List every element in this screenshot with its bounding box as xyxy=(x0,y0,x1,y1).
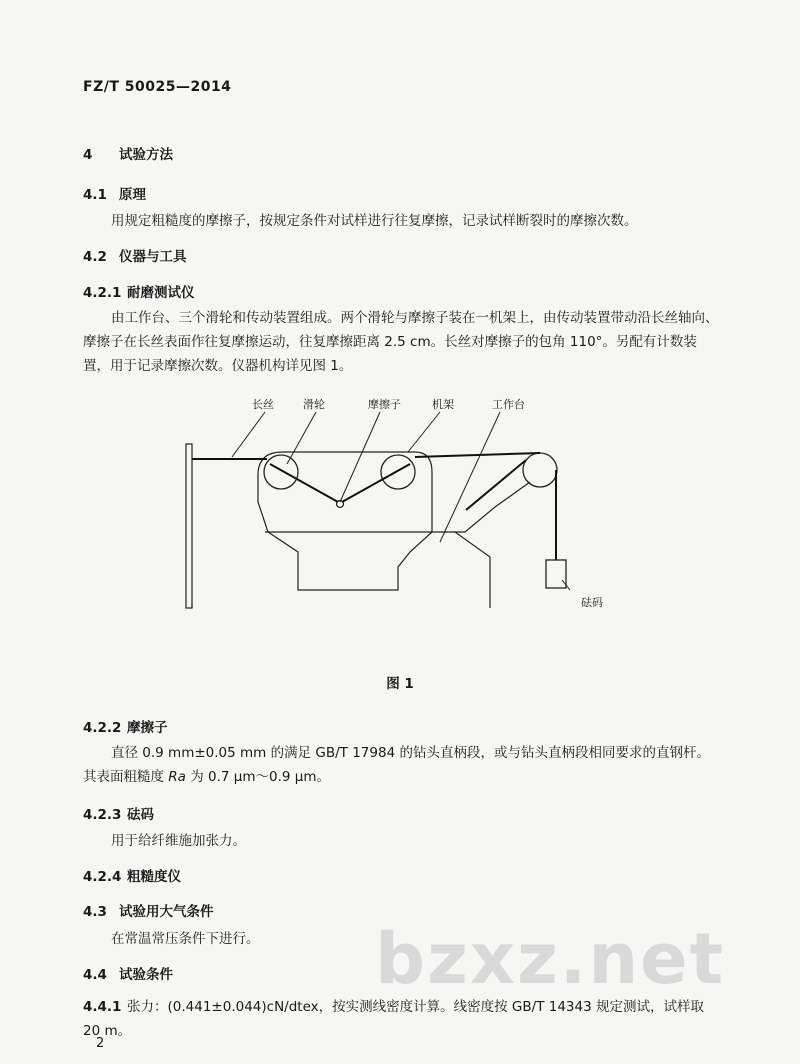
section-title: 试验用大气条件 xyxy=(119,904,214,920)
section-4-2-1-heading xyxy=(83,281,195,301)
section-number: 4.4 xyxy=(83,967,107,983)
body-text: 为 0.7 μm～0.9 μm。 xyxy=(185,769,331,785)
pulley-left xyxy=(264,455,298,489)
pulley-right xyxy=(523,453,557,487)
section-title: 原理 xyxy=(119,187,146,203)
label-rubber: 摩擦子 xyxy=(368,398,401,411)
section-4-2-heading xyxy=(83,245,187,265)
section-4-3-heading xyxy=(83,900,214,920)
section-number: 4.1 xyxy=(83,187,107,203)
section-4-2-2-body xyxy=(83,741,723,789)
label-worktable: 工作台 xyxy=(492,398,525,411)
leader-filament xyxy=(232,412,265,457)
section-title: 耐磨测试仪 xyxy=(127,285,195,301)
section-4-1-body: 用规定粗糙度的摩擦子，按规定条件对试样进行往复摩擦，记录试样断裂时的摩擦次数。 xyxy=(111,213,638,229)
section-4-4-heading xyxy=(83,963,173,983)
section-number: 4.4.1 xyxy=(83,999,122,1015)
leader-rubber xyxy=(340,412,380,502)
filament xyxy=(192,453,556,560)
section-4-2-3-body: 用于给纤维施加张力。 xyxy=(111,833,246,849)
standard-code: FZ/T 50025—2014 xyxy=(83,79,232,95)
section-title: 摩擦子 xyxy=(127,720,168,736)
ra-symbol: Ra xyxy=(168,769,186,785)
label-weight: 砝码 xyxy=(581,596,603,609)
worktable xyxy=(192,482,530,608)
section-number: 4.2 xyxy=(83,249,107,265)
section-4-3-body: 在常温常压条件下进行。 xyxy=(111,931,260,947)
section-4-2-3-heading xyxy=(83,803,154,823)
leader-worktable xyxy=(440,412,500,542)
label-frame: 机架 xyxy=(432,398,454,411)
leader-pulley xyxy=(287,412,316,464)
section-number: 4.2.4 xyxy=(83,869,122,885)
section-number: 4 xyxy=(83,147,93,163)
section-4-heading xyxy=(83,143,173,163)
section-4-1-heading xyxy=(83,183,146,203)
section-number: 4.2.2 xyxy=(83,720,122,736)
body-text: 直径 0.9 mm±0.05 mm 的满足 GB/T 17984 的钻头直柄段，或与钻头直柄段相同要求的直钢杆。其表面粗糙度 xyxy=(83,745,710,785)
section-number: 4.2.3 xyxy=(83,807,122,823)
section-4-2-2-heading xyxy=(83,716,168,736)
pulley-middle xyxy=(381,455,415,489)
section-number: 4.3 xyxy=(83,904,107,920)
section-4-4-1 xyxy=(83,995,723,1043)
section-title: 粗糙度仪 xyxy=(127,869,181,885)
section-4-4-1-body: 张力：(0.441±0.044)cN/dtex，按实测线密度计算。线密度按 GB/T 14343 规定测试，试样取 20 m。 xyxy=(83,999,704,1039)
leader-frame xyxy=(408,412,440,452)
section-4-2-4-heading xyxy=(83,865,181,885)
weight-block xyxy=(546,560,566,588)
section-4-2-1-body: 由工作台、三个滑轮和传动装置组成。两个滑轮与摩擦子装在一机架上，由传动装置带动沿长丝轴向、摩擦子在长丝表面作往复摩擦运动，往复摩擦距离 2.5 cm。长丝对摩擦子的包角 110°。另配有计数装置，用于记录摩擦次数。仪器机构详见图 1。 xyxy=(83,310,719,374)
section-title: 砝码 xyxy=(127,807,154,823)
page-number: 2 xyxy=(96,1036,105,1051)
watermark: bzxz.net xyxy=(375,918,726,1000)
label-filament: 长丝 xyxy=(252,398,274,411)
apparatus-diagram xyxy=(170,392,640,622)
section-number: 4.2.1 xyxy=(83,285,122,301)
section-title: 仪器与工具 xyxy=(119,249,187,265)
section-title: 试验方法 xyxy=(119,147,173,163)
section-title: 试验条件 xyxy=(119,967,173,983)
label-pulley: 滑轮 xyxy=(303,398,325,411)
figure-caption: 图 1 xyxy=(386,676,414,692)
left-post xyxy=(186,444,192,608)
